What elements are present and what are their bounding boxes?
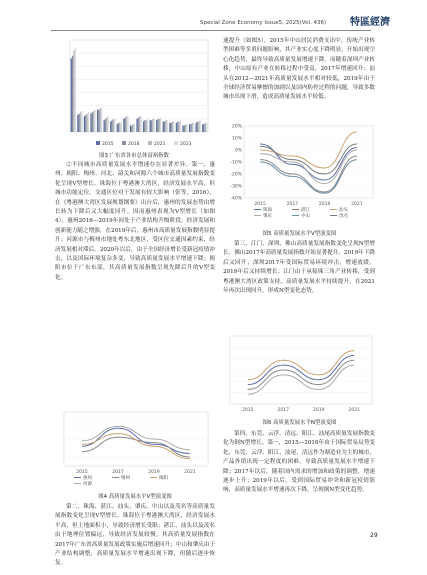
journal-header: Special Zone Economy Issue5, 2025(Vol. 436) xyxy=(200,20,327,26)
bar xyxy=(104,120,105,132)
fig3-bar-chart xyxy=(56,36,212,150)
bar xyxy=(132,124,133,132)
y-tick-label: -10% xyxy=(230,160,242,166)
bar xyxy=(171,123,172,132)
bar xyxy=(196,123,197,132)
legend-swatch xyxy=(148,141,152,145)
bar xyxy=(192,123,193,132)
bar xyxy=(182,125,183,132)
bar xyxy=(147,119,148,132)
bar xyxy=(127,116,128,132)
bar xyxy=(151,120,152,132)
bar xyxy=(106,118,107,132)
series-line xyxy=(82,428,190,453)
bar xyxy=(110,121,111,132)
bar xyxy=(165,120,166,132)
legend-label: 2023 xyxy=(180,142,192,147)
journal-logo: 特區經濟 xyxy=(350,17,390,28)
legend-label: 河源 xyxy=(83,482,92,487)
x-tick-label: 2021 xyxy=(184,470,196,475)
bar xyxy=(100,108,101,132)
bar xyxy=(203,124,204,132)
bar xyxy=(205,123,206,132)
fig5-caption: 图5 高质量发展水平V型演变图 xyxy=(262,231,337,237)
bar xyxy=(193,123,194,132)
bar xyxy=(125,118,126,132)
legend-label: 珠海 xyxy=(263,208,272,213)
y-tick-label: 10% xyxy=(231,136,242,142)
x-tick-label: 2019 xyxy=(148,470,160,475)
y-tick-label: 0% xyxy=(234,148,242,154)
bar xyxy=(139,116,140,132)
y-tick-label: -30% xyxy=(230,184,242,190)
bar xyxy=(126,116,127,132)
left-column-text-2 xyxy=(55,503,215,567)
bar xyxy=(136,119,137,132)
bar xyxy=(107,116,108,132)
bar xyxy=(180,120,181,132)
paragraph: 速提升（如图5）。2015年中山居民消费支出中，传统产业转型困难等多重问题影响，其产业实心度下降明显，开始出现空心化趋势，最终导致高质量发展增速下降。而随着深圳产业转移，中山原有产业在转移过程中受益，2017年增速回升；汕头在2012—2021年高质量发展水平相对较低，2019年由于全球经济贸易摩擦的加剧以及国内防控过程的问题，导致多数城市出现下滑，造成高质量发展水平较低。 xyxy=(223,38,375,101)
bar xyxy=(157,119,158,132)
bar xyxy=(167,120,168,132)
bar xyxy=(206,123,207,132)
bar xyxy=(113,119,114,132)
bar xyxy=(143,121,144,132)
bar xyxy=(72,56,73,132)
legend-swatch xyxy=(174,141,178,145)
x-tick-label: 2017 xyxy=(286,202,299,207)
bar xyxy=(163,121,164,132)
paragraph: 第三，江门、深圳、佛山高质量发展指数变化呈现N型增长。佛山2017年高质量发展指数开始显著提升，2019年下降后又回升；深圳2017年受国际贸易环境冲击，增速放缓，2019年后又持续增长；江门由于承接珠三角产业转移，受到粤港澳大湾区政策支持，高质量发展水平持续提升，在2021年再次出现回升，形成N型变化态势。 xyxy=(223,241,375,295)
legend-label: 2021 xyxy=(154,142,166,147)
bar xyxy=(177,121,178,132)
legend-label: 梅州 xyxy=(121,476,130,481)
fig6-line-chart xyxy=(224,332,376,416)
y-tick-label: 20% xyxy=(231,124,242,130)
bar xyxy=(86,114,87,132)
bar xyxy=(130,125,131,132)
legend-label: 中山 xyxy=(301,214,310,219)
bar xyxy=(184,125,185,132)
bar xyxy=(118,123,119,132)
right-column-text-2 xyxy=(223,240,375,325)
bar xyxy=(97,110,98,132)
x-tick-label: 2015 xyxy=(254,202,266,207)
fig5-line-chart xyxy=(222,122,377,226)
bar xyxy=(77,115,78,132)
bar xyxy=(185,124,186,132)
bar xyxy=(146,120,147,132)
paragraph: 第二，珠海、湛江、汕头、肇庆、中山以及茂名等高质量发展指数变化呈现V型增长。珠海位于粤港澳大湾区，经济发展水平高，但土地面积小，导致经济增长受限；湛江、汕头以及茂名由于地理位置偏远，导致经济发展较慢，其高质量发展指数在2017年广东省高质量发展政策实施后增速回升；中山和肇庆由于产业结构调整，高质量发展水平增速出现下降，但随后逐步恢复。 xyxy=(55,504,215,567)
legend-label: 汕头 xyxy=(339,208,348,213)
x-tick-label: 2021 xyxy=(351,202,363,207)
bar xyxy=(160,118,161,132)
bar xyxy=(198,121,199,132)
bar xyxy=(190,124,191,132)
bar xyxy=(178,121,179,132)
x-tick-label: 2019 xyxy=(318,202,331,207)
bar xyxy=(75,48,76,132)
bar xyxy=(80,112,81,132)
bar xyxy=(90,114,91,132)
bar xyxy=(189,124,190,132)
bar xyxy=(131,125,132,132)
bar xyxy=(92,112,93,132)
bar xyxy=(156,120,157,132)
y-tick-label: -20% xyxy=(230,172,242,178)
bar xyxy=(172,121,173,132)
fig4-line-chart xyxy=(58,408,212,490)
bar xyxy=(140,116,141,132)
bar xyxy=(88,112,89,132)
bar xyxy=(114,119,115,132)
x-tick-label: 2019 xyxy=(313,408,325,413)
x-tick-label: 2015 xyxy=(242,408,254,413)
bar xyxy=(197,121,198,132)
bar xyxy=(98,110,99,132)
legend-label: 惠州 xyxy=(83,476,92,481)
fig3-caption: 图3 广东省各市总体富裕指数 xyxy=(99,153,169,159)
bar xyxy=(119,123,120,132)
bar xyxy=(123,119,124,132)
legend-label: 肇庆 xyxy=(263,214,272,219)
bar xyxy=(153,119,154,132)
x-tick-label: 2015 xyxy=(76,470,88,475)
bar xyxy=(159,119,160,132)
x-tick-label: 2021 xyxy=(348,408,360,413)
bar xyxy=(73,51,74,132)
fig6-caption: 图6 高质量发展水平N型演变图 xyxy=(262,420,337,426)
bar xyxy=(94,110,95,132)
bar xyxy=(117,124,118,132)
bar xyxy=(138,118,139,132)
header-rule xyxy=(51,30,371,31)
bar xyxy=(173,121,174,132)
left-column-text-1 xyxy=(55,161,215,407)
bar xyxy=(134,124,135,132)
bar xyxy=(84,116,85,132)
bar xyxy=(144,120,145,132)
bar xyxy=(199,120,200,132)
legend-swatch xyxy=(122,141,126,145)
y-tick-label: -40% xyxy=(230,196,242,202)
x-tick-label: 2017 xyxy=(112,470,124,475)
bar xyxy=(164,121,165,132)
bar xyxy=(111,120,112,132)
bar xyxy=(79,114,80,132)
page-number: 29 xyxy=(370,532,378,539)
right-column-text-1 xyxy=(223,37,375,121)
bar xyxy=(150,120,151,132)
bar xyxy=(71,58,72,132)
bar xyxy=(176,123,177,132)
right-column-text-3 xyxy=(223,430,375,524)
legend-label: 湛江 xyxy=(301,208,310,213)
bar xyxy=(105,119,106,132)
fig4-caption: 图4 高质量发展水平V型演变图 xyxy=(98,494,172,500)
bar xyxy=(169,123,170,132)
bar xyxy=(81,111,82,132)
legend-swatch xyxy=(96,141,100,145)
paragraph: 第四，东莞、云浮、清远、阳江、汕尾高质量发展指数变化为倒N型增长。第一，2015—2016年由于国际贸易局势变化，东莞、云浮、阳江、汕尾、清远作为制造业为主的城市，产品外销出现一定程度的困难，导致高质量发展水平增速下降；2017年以后，随着国内需求的增加和政策的调整，增速逐步上升；2019年以后，受到国际贸易冲突和新冠疫情影响，高质量发展水平增速再次下降，呈现倒N型变化趋势。 xyxy=(223,431,375,494)
legend-label: 茂名 xyxy=(339,214,348,219)
bar xyxy=(202,124,203,132)
bar xyxy=(85,115,86,132)
bar xyxy=(93,111,94,132)
paragraph: ②不同城市高质量发展水平增速存在显著差异。第一，惠州、揭阳、梅州、河北、韶关和河源六个城市高质量发展指数变化呈现V型增长。珠海位于粤港澳大湾区，经济发展水平高，但城市功能定位、交通区位对于发展有较大影响（张等，2016），在《粤港澳大湾区发展规划纲要》出台后，惠州的发展态势由增长转为下降后又大幅度回升，因而惠州表现为V型增长（如图4）。惠州2016—2019年间处于产业结构升级阶段，经济发展和创新能力随之增强，在2019年后，惠州市高质量发展指数明显提升；河源市与梅州市地处粤东北地区，受区位交通因素约束，经济发展相对滞后。2020年以后，由于全国经济增长受新冠疫情冲击，以及国际环境复杂多变，导致高质量发展水平增速下降；揭阳市位于广东东部，其高质量发展指数呈现先降后升的V型变化。 xyxy=(55,162,215,281)
bar xyxy=(186,124,187,132)
bar xyxy=(121,121,122,132)
legend-label: 揭阳 xyxy=(159,476,168,481)
legend-label: 2018 xyxy=(128,142,140,147)
x-tick-label: 2017 xyxy=(277,408,289,413)
bar xyxy=(101,107,102,132)
legend-label: 2015 xyxy=(102,142,114,147)
bar xyxy=(152,119,153,132)
